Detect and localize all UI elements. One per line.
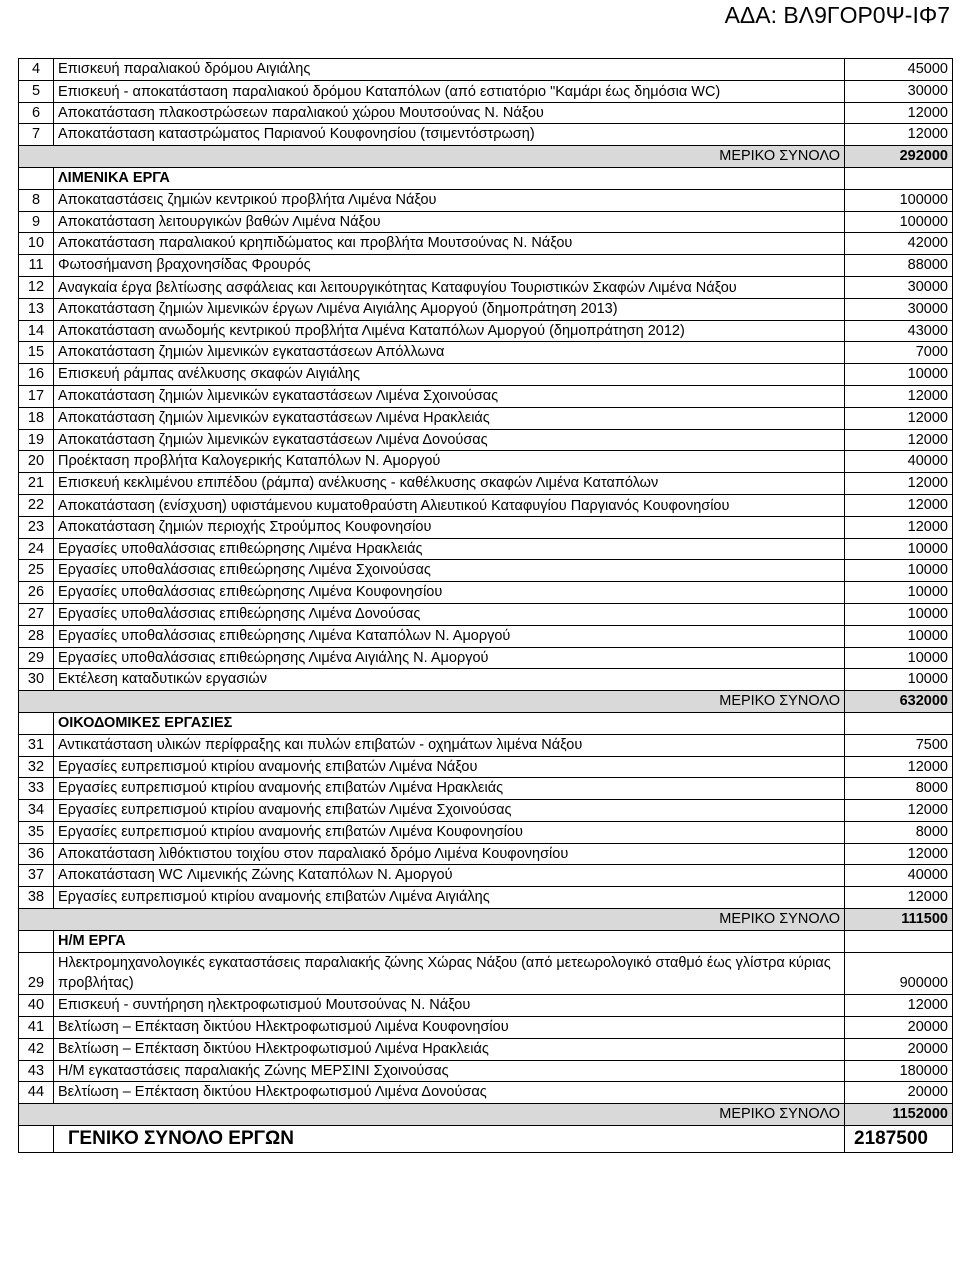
row-number: 38 <box>19 887 54 909</box>
row-amount: 12000 <box>845 756 953 778</box>
table-row <box>19 887 953 909</box>
row-description: Αποκατάσταση πλακοστρώσεων παραλιακού χώρου Μουτσούνας Ν. Νάξου <box>54 102 845 124</box>
table-row <box>19 1017 953 1039</box>
row-description: Βελτίωση – Επέκταση δικτύου Ηλεκτροφωτισμού Λιμένα Κουφονησίου <box>54 1017 845 1039</box>
row-number: 6 <box>19 102 54 124</box>
section-title: Η/Μ ΕΡΓΑ <box>54 930 845 952</box>
section-amount <box>845 167 953 189</box>
row-description: Ηλεκτρομηχανολογικές εγκαταστάσεις παραλιακής ζώνης Χώρας Νάξου (από μετεωρολογικό σταθμό έως γλίστρα κύριας προβλήτας) <box>54 952 845 995</box>
table-row <box>19 669 953 691</box>
row-amount: 30000 <box>845 276 953 298</box>
row-amount: 10000 <box>845 603 953 625</box>
subtotal-row <box>19 1104 953 1126</box>
row-description: Εκτέλεση καταδυτικών εργασιών <box>54 669 845 691</box>
table-row <box>19 778 953 800</box>
table-row <box>19 473 953 495</box>
row-number: 27 <box>19 603 54 625</box>
table-row <box>19 342 953 364</box>
row-amount: 10000 <box>845 647 953 669</box>
row-description: Βελτίωση – Επέκταση δικτύου Ηλεκτροφωτισμού Λιμένα Ηρακλειάς <box>54 1038 845 1060</box>
subtotal-label: ΜΕΡΙΚΟ ΣΥΝΟΛΟ <box>19 1104 845 1126</box>
row-description: Αντικατάσταση υλικών περίφραξης και πυλών επιβατών - οχημάτων λιμένα Νάξου <box>54 734 845 756</box>
subtotal-label: ΜΕΡΙΚΟ ΣΥΝΟΛΟ <box>19 691 845 713</box>
row-number: 41 <box>19 1017 54 1039</box>
section-header-row <box>19 712 953 734</box>
row-number: 32 <box>19 756 54 778</box>
row-number: 44 <box>19 1082 54 1104</box>
table-row <box>19 865 953 887</box>
row-amount: 10000 <box>845 560 953 582</box>
table-row <box>19 124 953 146</box>
row-number: 25 <box>19 560 54 582</box>
table-row <box>19 1038 953 1060</box>
row-amount: 88000 <box>845 255 953 277</box>
row-description: Φωτοσήμανση βραχονησίδας Φρουρός <box>54 255 845 277</box>
subtotal-label: ΜΕΡΙΚΟ ΣΥΝΟΛΟ <box>19 909 845 931</box>
row-amount: 8000 <box>845 778 953 800</box>
row-description: Εργασίες ευπρεπισμού κτιρίου αναμονής επιβατών Λιμένα Σχοινούσας <box>54 800 845 822</box>
row-description: Επισκευή ράμπας ανέλκυσης σκαφών Αιγιάλης <box>54 364 845 386</box>
row-number: 14 <box>19 320 54 342</box>
row-amount: 20000 <box>845 1038 953 1060</box>
subtotal-row <box>19 146 953 168</box>
row-amount: 45000 <box>845 59 953 81</box>
row-description: Αποκατάσταση ζημιών λιμενικών εγκαταστάσεων Λιμένα Ηρακλειάς <box>54 407 845 429</box>
row-description: Βελτίωση – Επέκταση δικτύου Ηλεκτροφωτισμού Λιμένα Δονούσας <box>54 1082 845 1104</box>
row-description: Εργασίες υποθαλάσσιας επιθεώρησης Λιμένα Σχοινούσας <box>54 560 845 582</box>
row-description: Αναγκαία έργα βελτίωσης ασφάλειας και λειτουργικότητας Καταφυγίου Τουριστικών Σκαφών Λιμένα Νάξου <box>54 276 845 298</box>
row-number: 15 <box>19 342 54 364</box>
row-amount: 30000 <box>845 298 953 320</box>
table-row <box>19 429 953 451</box>
table-row <box>19 995 953 1017</box>
row-amount: 12000 <box>845 102 953 124</box>
row-description: Αποκατάσταση ζημιών λιμενικών εγκαταστάσεων Λιμένα Σχοινούσας <box>54 385 845 407</box>
grand-total-amount: 2187500 <box>845 1126 953 1153</box>
row-number: 33 <box>19 778 54 800</box>
section-title: ΛΙΜΕΝΙΚΑ ΕΡΓΑ <box>54 167 845 189</box>
table-row <box>19 233 953 255</box>
row-number: 12 <box>19 276 54 298</box>
table-row <box>19 385 953 407</box>
row-number: 29 <box>19 952 54 995</box>
row-number: 30 <box>19 669 54 691</box>
row-amount: 7500 <box>845 734 953 756</box>
table-row <box>19 800 953 822</box>
row-description: Αποκατάσταση καταστρώματος Παριανού Κουφονησίου (τσιμεντόστρωση) <box>54 124 845 146</box>
table-row <box>19 407 953 429</box>
subtotal-row <box>19 909 953 931</box>
row-amount: 43000 <box>845 320 953 342</box>
row-amount: 12000 <box>845 429 953 451</box>
row-number: 34 <box>19 800 54 822</box>
works-budget-table <box>18 58 953 1153</box>
row-number: 9 <box>19 211 54 233</box>
table-row <box>19 734 953 756</box>
row-description: Εργασίες υποθαλάσσιας επιθεώρησης Λιμένα Ηρακλειάς <box>54 538 845 560</box>
row-number: 26 <box>19 582 54 604</box>
table-row <box>19 211 953 233</box>
grand-total-row <box>19 1126 953 1153</box>
row-description: Εργασίες ευπρεπισμού κτιρίου αναμονής επιβατών Λιμένα Αιγιάλης <box>54 887 845 909</box>
ada-code: ΑΔΑ: ΒΛ9ΓΟΡ0Ψ-ΙΦ7 <box>724 2 950 28</box>
row-number <box>19 712 54 734</box>
row-amount: 20000 <box>845 1082 953 1104</box>
row-number: 40 <box>19 995 54 1017</box>
row-number: 21 <box>19 473 54 495</box>
row-number: 35 <box>19 821 54 843</box>
section-amount <box>845 930 953 952</box>
row-description: Αποκατάσταση ζημιών λιμενικών εγκαταστάσεων Απόλλωνα <box>54 342 845 364</box>
row-description: Αποκατάσταση ζημιών λιμενικών εγκαταστάσεων Λιμένα Δονούσας <box>54 429 845 451</box>
row-description: Αποκατάσταση παραλιακού κρηπιδώματος και προβλήτα Μουτσούνας Ν. Νάξου <box>54 233 845 255</box>
table-row <box>19 298 953 320</box>
row-number: 22 <box>19 494 54 516</box>
row-description: Εργασίες ευπρεπισμού κτιρίου αναμονής επιβατών Λιμένα Ηρακλειάς <box>54 778 845 800</box>
row-description: Αποκατάσταση ανωδομής κεντρικού προβλήτα Λιμένα Καταπόλων Αμοργού (δημοπράτηση 2012) <box>54 320 845 342</box>
table-row <box>19 603 953 625</box>
row-number: 36 <box>19 843 54 865</box>
table-row <box>19 1060 953 1082</box>
table-row <box>19 821 953 843</box>
row-amount: 12000 <box>845 385 953 407</box>
row-description: Εργασίες υποθαλάσσιας επιθεώρησης Λιμένα Δονούσας <box>54 603 845 625</box>
row-number: 20 <box>19 451 54 473</box>
row-amount: 12000 <box>845 473 953 495</box>
row-number: 17 <box>19 385 54 407</box>
table-row <box>19 189 953 211</box>
row-amount: 30000 <box>845 80 953 102</box>
table-row <box>19 276 953 298</box>
table-row <box>19 364 953 386</box>
table-row <box>19 320 953 342</box>
row-amount: 8000 <box>845 821 953 843</box>
table-row <box>19 494 953 516</box>
row-number: 16 <box>19 364 54 386</box>
row-amount: 10000 <box>845 364 953 386</box>
row-amount: 10000 <box>845 625 953 647</box>
row-number: 43 <box>19 1060 54 1082</box>
row-description: Επισκευή - αποκατάσταση παραλιακού δρόμου Καταπόλων (από εστιατόριο "Καμάρι έως δημόσια WC) <box>54 80 845 102</box>
row-amount: 40000 <box>845 451 953 473</box>
row-description: Εργασίες υποθαλάσσιας επιθεώρησης Λιμένα Καταπόλων Ν. Αμοργού <box>54 625 845 647</box>
row-number: 31 <box>19 734 54 756</box>
table-row <box>19 756 953 778</box>
section-amount <box>845 712 953 734</box>
row-amount: 12000 <box>845 494 953 516</box>
row-amount: 7000 <box>845 342 953 364</box>
row-amount: 12000 <box>845 800 953 822</box>
row-number: 24 <box>19 538 54 560</box>
row-description: Επισκευή παραλιακού δρόμου Αιγιάλης <box>54 59 845 81</box>
row-amount: 12000 <box>845 843 953 865</box>
subtotal-label: ΜΕΡΙΚΟ ΣΥΝΟΛΟ <box>19 146 845 168</box>
section-header-row <box>19 930 953 952</box>
row-number: 8 <box>19 189 54 211</box>
section-title: ΟΙΚΟΔΟΜΙΚΕΣ ΕΡΓΑΣΙΕΣ <box>54 712 845 734</box>
table-row <box>19 582 953 604</box>
subtotal-amount: 1152000 <box>845 1104 953 1126</box>
row-description: Αποκατάσταση λειτουργικών βαθών Λιμένα Νάξου <box>54 211 845 233</box>
row-description: Εργασίες υποθαλάσσιας επιθεώρησης Λιμένα Κουφονησίου <box>54 582 845 604</box>
row-amount: 40000 <box>845 865 953 887</box>
table-row <box>19 538 953 560</box>
table-row <box>19 952 953 995</box>
row-amount: 10000 <box>845 582 953 604</box>
row-description: Προέκταση προβλήτα Καλογερικής Καταπόλων Ν. Αμοργού <box>54 451 845 473</box>
table-row <box>19 59 953 81</box>
row-number: 10 <box>19 233 54 255</box>
row-amount: 42000 <box>845 233 953 255</box>
table-row <box>19 80 953 102</box>
subtotal-amount: 292000 <box>845 146 953 168</box>
row-number <box>19 930 54 952</box>
row-amount: 180000 <box>845 1060 953 1082</box>
row-number: 13 <box>19 298 54 320</box>
row-number: 23 <box>19 516 54 538</box>
section-header-row <box>19 167 953 189</box>
row-number: 4 <box>19 59 54 81</box>
row-description: Επισκευή - συντήρηση ηλεκτροφωτισμού Μουτσούνας Ν. Νάξου <box>54 995 845 1017</box>
table-row <box>19 843 953 865</box>
row-amount: 10000 <box>845 669 953 691</box>
row-description: Αποκατάσταση WC Λιμενικής Ζώνης Καταπόλων Ν. Αμοργού <box>54 865 845 887</box>
table-row <box>19 255 953 277</box>
table-row <box>19 451 953 473</box>
row-number: 29 <box>19 647 54 669</box>
row-amount: 100000 <box>845 211 953 233</box>
row-description: Αποκατάσταση λιθόκτιστου τοιχίου στον παραλιακό δρόμο Λιμένα Κουφονησίου <box>54 843 845 865</box>
row-amount: 12000 <box>845 887 953 909</box>
row-description: Αποκατάσταση ζημιών περιοχής Στρούμπος Κουφονησίου <box>54 516 845 538</box>
row-description: Εργασίες ευπρεπισμού κτιρίου αναμονής επιβατών Λιμένα Νάξου <box>54 756 845 778</box>
table-row <box>19 560 953 582</box>
row-number: 18 <box>19 407 54 429</box>
row-number: 11 <box>19 255 54 277</box>
row-number: 28 <box>19 625 54 647</box>
row-number <box>19 167 54 189</box>
row-amount: 20000 <box>845 1017 953 1039</box>
row-number <box>19 1126 54 1153</box>
row-description: Αποκατάσταση (ενίσχυση) υφιστάμενου κυματοθραύστη Αλιευτικού Καταφυγίου Παργιανός Κουφονησίου <box>54 494 845 516</box>
table-row <box>19 625 953 647</box>
row-description: Εργασίες ευπρεπισμού κτιρίου αναμονής επιβατών Λιμένα Κουφονησίου <box>54 821 845 843</box>
table-row <box>19 1082 953 1104</box>
row-number: 5 <box>19 80 54 102</box>
row-number: 19 <box>19 429 54 451</box>
subtotal-amount: 111500 <box>845 909 953 931</box>
subtotal-row <box>19 691 953 713</box>
row-amount: 10000 <box>845 538 953 560</box>
table-row <box>19 647 953 669</box>
row-amount: 900000 <box>845 952 953 995</box>
row-description: Εργασίες υποθαλάσσιας επιθεώρησης Λιμένα Αιγιάλης Ν. Αμοργού <box>54 647 845 669</box>
row-amount: 12000 <box>845 124 953 146</box>
row-number: 37 <box>19 865 54 887</box>
table-row <box>19 516 953 538</box>
row-description: Αποκατάσταση ζημιών λιμενικών έργων Λιμένα Αιγιάλης Αμοργού (δημοπράτηση 2013) <box>54 298 845 320</box>
row-amount: 12000 <box>845 995 953 1017</box>
row-amount: 12000 <box>845 407 953 429</box>
subtotal-amount: 632000 <box>845 691 953 713</box>
row-description: Αποκαταστάσεις ζημιών κεντρικού προβλήτα Λιμένα Νάξου <box>54 189 845 211</box>
row-number: 42 <box>19 1038 54 1060</box>
row-amount: 12000 <box>845 516 953 538</box>
row-description: Η/Μ εγκαταστάσεις παραλιακής Ζώνης ΜΕΡΣΙΝΙ Σχοινούσας <box>54 1060 845 1082</box>
table-row <box>19 102 953 124</box>
row-number: 7 <box>19 124 54 146</box>
row-description: Επισκευή κεκλιμένου επιπέδου (ράμπα) ανέλκυσης - καθέλκυσης σκαφών Λιμένα Καταπόλων <box>54 473 845 495</box>
row-amount: 100000 <box>845 189 953 211</box>
grand-total-label: ΓΕΝΙΚΟ ΣΥΝΟΛΟ ΕΡΓΩΝ <box>54 1126 845 1153</box>
